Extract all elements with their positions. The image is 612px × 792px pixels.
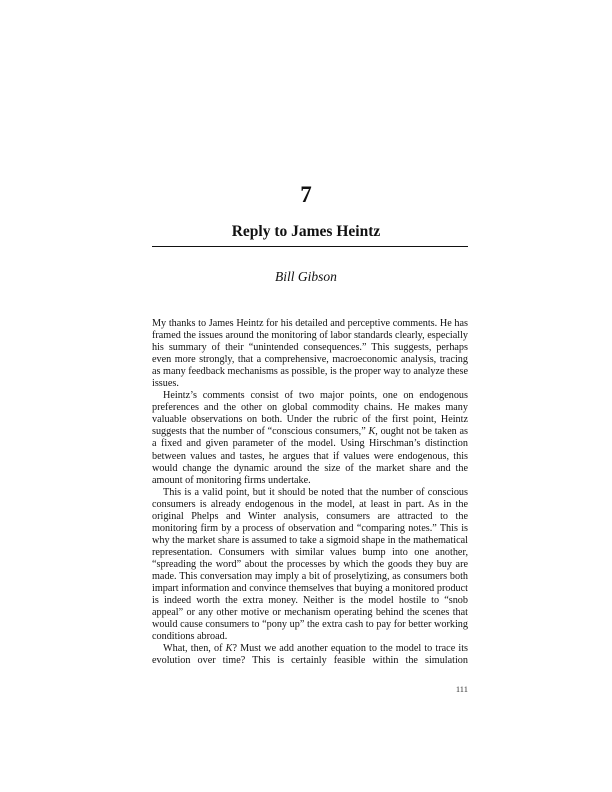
text-line: appeal” or any other motive or mechanism operating behind the scenes that <box>152 607 468 619</box>
text-line: would cause consumers to “pony up” the extra cash to pay for better working <box>152 619 468 631</box>
text-line: between values and tastes, he argues that if values were endogenous, this <box>152 450 468 462</box>
text-line: a fixed and given parameter of the model. Using Hirschman’s distinction <box>152 438 468 450</box>
text-line: made. This conversation may imply a bit of proselytizing, as consumers both <box>152 570 468 582</box>
text-line: preferences and the other on global commodity chains. He makes many <box>152 402 468 414</box>
text-line: his summary of their “unintended consequences.” This suggests, perhaps <box>152 342 468 354</box>
text-line: framed the issues around the monitoring of labor standards clearly, especially <box>152 330 468 342</box>
text-line: This is a valid point, but it should be noted that the number of conscious <box>163 486 468 498</box>
paragraph-3 <box>152 487 468 644</box>
text-line: My thanks to James Heintz for his detailed and perceptive comments. He has <box>152 318 468 329</box>
text-line: representation. Consumers with similar values bump into one another, <box>152 546 468 558</box>
body-text <box>152 318 468 667</box>
text-line: conditions abroad. <box>152 631 228 643</box>
chapter-title: Reply to James Heintz <box>231 223 381 240</box>
text-line: “spreading the word” about the processes by which the goods they buy are <box>152 558 468 570</box>
text-line: consumers is already endogenous in the model, at least in part. As in the <box>152 498 468 510</box>
chapter-number: 7 <box>300 182 312 207</box>
paragraph-2 <box>152 390 468 486</box>
text-line: Heintz’s comments consist of two major points, one on endogenous <box>163 390 468 402</box>
text-line: why the market share is assumed to take a sigmoid shape in the mathematical <box>152 534 468 546</box>
text-line: suggests that the number of “conscious consumers,” K, ought not be taken as <box>152 426 468 438</box>
text-line: monitoring firm by a process of observation and “comparing notes.” This is <box>152 522 468 534</box>
paragraph-1 <box>152 318 468 390</box>
text-line: amount of monitoring firms undertake. <box>152 474 311 486</box>
text-line: What, then, of K? Must we add another equation to the model to trace its <box>163 643 468 655</box>
page-number: 111 <box>455 684 468 694</box>
text-line: even more strongly, that a comprehensive, macroeconomic analysis, tracing <box>152 354 468 366</box>
text-line: original Phelps and Winter analysis, consumers are attracted to the <box>152 510 468 522</box>
text-line: would change the dynamic around the size of the market share and the <box>152 462 468 474</box>
text-line: issues. <box>152 378 179 390</box>
title-rule <box>152 246 468 247</box>
text-line: is indeed worth the extra money. Neither is the model hostile to “snob <box>152 595 468 607</box>
text-line: valuable observations on both. Under the rubric of the first point, Heintz <box>152 414 468 426</box>
text-line: as many feedback mechanisms as possible, is the proper way to analyze these <box>152 366 468 378</box>
text-line: evolution over time? This is certainly feasible within the simulation <box>152 655 468 667</box>
chapter-author: Bill Gibson <box>275 269 337 284</box>
text-line: impart information and convince themselves that buying a monitored product <box>152 583 468 595</box>
paragraph-4 <box>152 643 468 667</box>
